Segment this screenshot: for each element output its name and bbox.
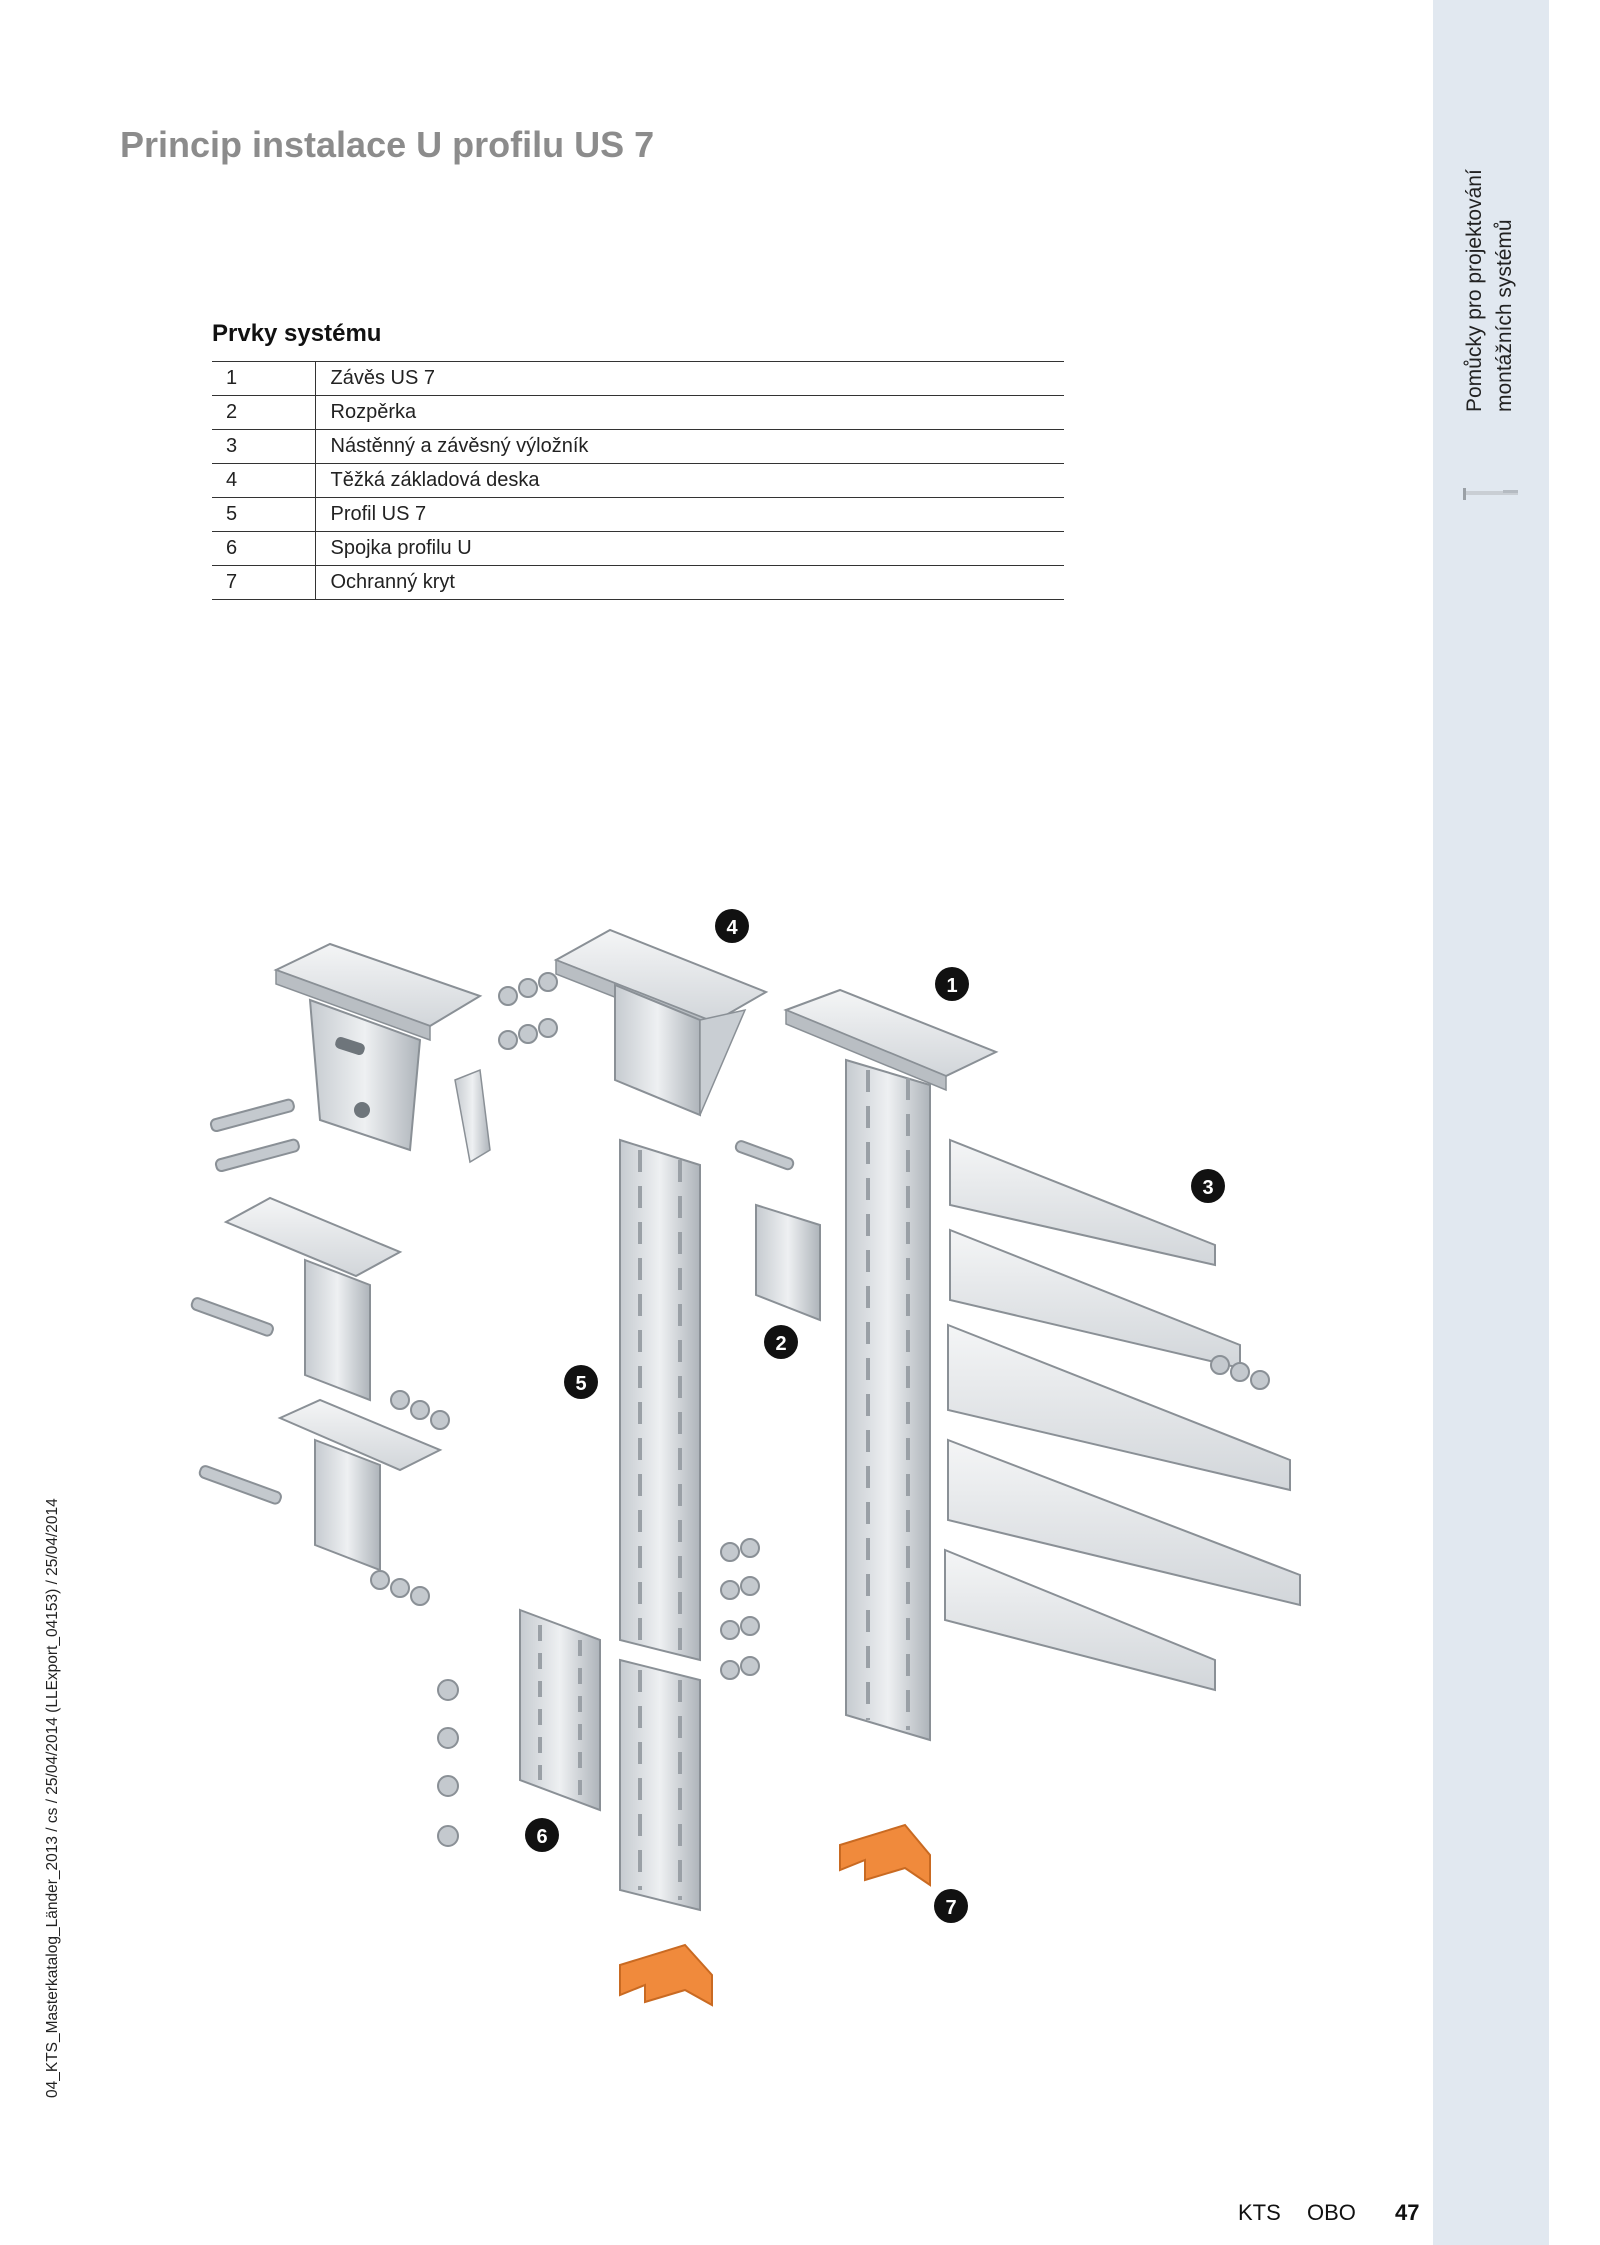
small-base-plate-lower xyxy=(280,1400,440,1570)
page-number: 47 xyxy=(1395,2200,1420,2225)
part-name: Těžká základová deska xyxy=(315,464,1064,498)
part-number: 3 xyxy=(212,430,315,464)
part-name: Spojka profilu U xyxy=(315,532,1064,566)
callout-label xyxy=(935,967,969,1001)
small-base-plate-upper xyxy=(226,1198,400,1400)
callout-label xyxy=(564,1365,598,1399)
svg-text:2: 2 xyxy=(775,1333,787,1355)
table-row xyxy=(212,566,1064,600)
part-number: 7 xyxy=(212,566,315,600)
parts-table xyxy=(212,361,1064,600)
heavy-base-plate xyxy=(556,930,766,1115)
profile-rail-icon xyxy=(1463,488,1518,500)
table-row xyxy=(212,362,1064,396)
profile-us7 xyxy=(620,1140,700,1910)
part-name: Profil US 7 xyxy=(315,498,1064,532)
profile-coupler xyxy=(438,1610,600,1846)
svg-text:5: 5 xyxy=(575,1373,587,1395)
svg-text:4: 4 xyxy=(726,917,738,939)
part-name: Závěs US 7 xyxy=(315,362,1064,396)
footer-kts: KTS xyxy=(1238,2200,1281,2225)
footer-obo: OBO xyxy=(1307,2200,1356,2225)
part-number: 5 xyxy=(212,498,315,532)
callout-label xyxy=(525,1818,559,1852)
spacer xyxy=(756,1205,820,1320)
sidebar-heading xyxy=(1460,52,1530,412)
table-row xyxy=(212,396,1064,430)
page-title: Princip instalace U profilu US 7 xyxy=(120,124,655,165)
sidebar-line-1: Pomůcky pro projektování xyxy=(1463,169,1486,412)
section-title: Prvky systému xyxy=(212,320,382,347)
sidebar-line-2: montážních systémů xyxy=(1493,219,1516,412)
table-row xyxy=(212,498,1064,532)
svg-text:3: 3 xyxy=(1202,1177,1214,1199)
table-row xyxy=(212,464,1064,498)
callout-label xyxy=(764,1325,798,1359)
callout-label xyxy=(934,1889,968,1923)
exploded-assembly-illustration xyxy=(190,900,1340,2050)
base-plate-with-bracket xyxy=(276,944,490,1162)
side-caption: 04_KTS_Masterkatalog_Länder_2013 / cs / 25/04/2014 (LLExport_04153) / 25/04/2014 xyxy=(44,1498,61,2098)
wall-and-ceiling-brackets xyxy=(945,1140,1300,1690)
part-number: 2 xyxy=(212,396,315,430)
svg-text:6: 6 xyxy=(536,1826,548,1848)
part-number: 4 xyxy=(212,464,315,498)
part-number: 1 xyxy=(212,362,315,396)
callout-label xyxy=(715,909,749,943)
svg-text:7: 7 xyxy=(945,1897,957,1919)
table-row xyxy=(212,430,1064,464)
table-row xyxy=(212,532,1064,566)
part-name: Ochranný kryt xyxy=(315,566,1064,600)
part-name: Nástěnný a závěsný výložník xyxy=(315,430,1064,464)
callout-label xyxy=(1191,1169,1225,1203)
svg-text:1: 1 xyxy=(946,975,958,997)
part-name: Rozpěrka xyxy=(315,396,1064,430)
part-number: 6 xyxy=(212,532,315,566)
